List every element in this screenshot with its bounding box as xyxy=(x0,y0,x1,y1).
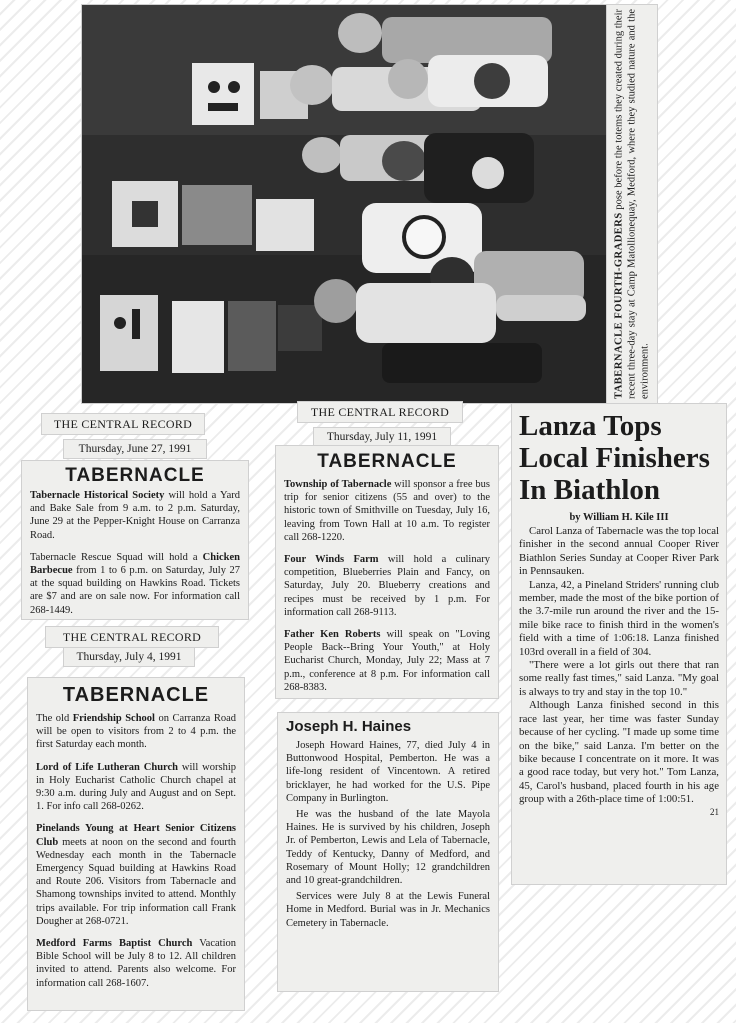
clipping-obituary xyxy=(278,713,498,991)
caption-lead: TABERNACLE FOURTH-GRADERS xyxy=(613,212,625,399)
clipping-lanza xyxy=(512,404,726,884)
lanza-paragraph: Carol Lanza of Tabernacle was the top local finisher in the second annual Cooper River Biathlon Series Sunday at Cooper River Park in Pennsauken. xyxy=(519,525,720,578)
item-pinelands-club: Pinelands Young at Heart Senior Citizens Club meets at noon on the second and fourth Wednesday each month in the Tabernacle Emergency Squad building at Hawkins Road and Route 206. Visitors from Tabernacle and Shamong townships invited to attend. Monthly trips available. For trip information call Frank Dougher at 268-0721. xyxy=(36,823,236,927)
clipping-july4 xyxy=(28,678,244,1010)
item-historical-society: Tabernacle Historical Society will hold a Yard and Bake Sale from 9 a.m. to 2 p.m. Saturday, June 29 at the Pepper-Knight House on Carranza Road. xyxy=(30,490,240,541)
date-label: Thursday, July 4, 1991 xyxy=(76,651,182,663)
item-medford-farms: Medford Farms Baptist Church Vacation Bible School will be July 8 to 12. All children invited to attend. Parents also welcome. For information call 268-1607. xyxy=(36,938,236,989)
section-title: TABERNACLE xyxy=(317,451,457,472)
lanza-headline: Lanza Tops Local Finishers In Biathlon xyxy=(519,410,710,506)
section-title: TABERNACLE xyxy=(65,465,205,486)
photo-image xyxy=(82,5,607,403)
obituary-paragraph: Services were July 8 at the Lewis Funeral Home in Medford. Burial was in Jr. Mechanics Cemetery in Tabernacle. xyxy=(286,891,490,929)
lanza-paragraph: Although Lanza finished second in this race last year, her time was faster Sunday because of her cycling. "I made up some time on the bike," said Lanza. I'm better on the bike because I concentrate on it more. It was a good race today, but very hot." Tom Lanza, 45, Carol's husband, placed fourth in his age group with a 26th-place time of 1:00:51. xyxy=(519,699,719,806)
item-four-winds: Four Winds Farm will hold a culinary competition, Blueberries Plain and Fancy, on Saturday, July 20. Blueberry creations and recipes must be received by 1 p.m. For information call 268-9113. xyxy=(284,554,490,618)
photo xyxy=(82,5,607,403)
obituary-title: Joseph H. Haines xyxy=(286,718,412,735)
item-lord-of-life: Lord of Life Lutheran Church will worship in Holy Eucharist Catholic Church chapel at 9:30 a.m. during July and August and on Sept. 1. For info call 268-0262. xyxy=(36,761,236,813)
photo-caption xyxy=(607,5,657,403)
masthead-label: THE CENTRAL RECORD xyxy=(62,630,202,644)
date-july11 xyxy=(314,428,450,446)
item-father-roberts: Father Ken Roberts will speak on "Loving People Back--Bring Your Youth," at Holy Eucharist Church, Monday, July 22; Mass at 7 p.m., conference at 8 p.m. For information call 268-8383. xyxy=(284,629,491,693)
caption-body: pose before the totems they created during their recent three-day stay at Camp Matollionequay, Medford, where they studied nature and the environment. xyxy=(613,9,651,399)
masthead-june27 xyxy=(42,414,204,434)
obituary-paragraph: He was the husband of the late Mayola Haines. He is survived by his children, Joseph Jr. of Pemberton, Lewis and Lela of Tabernacle, Teddy of Kentucky, Danny of Medford, and Rosemary of Mount Holly; 12 grandchildren and 10 great-grandchildren. xyxy=(286,809,490,887)
item-rescue-squad: Tabernacle Rescue Squad will hold a Chicken Barbecue from 1 to 6 p.m. on Saturday, July 27 at the squad building on Hawkins Road. Tickets are $7 and are on sale now. For information call 268-1449. xyxy=(30,551,240,616)
item-township: Township of Tabernacle will sponsor a free bus trip for senior citizens (55 and over) to the historic town of Smithville on Tuesday, July 16, leaving from Town Hall at 10 a.m. To register call 268-1220. xyxy=(284,479,490,543)
masthead-july4 xyxy=(46,627,218,647)
lanza-paragraph: "There were a lot girls out there that ran some really fast times," said Lanza. "My goal is always to try and stay in the top 10." xyxy=(519,659,719,698)
date-label: Thursday, June 27, 1991 xyxy=(78,443,192,455)
date-july4 xyxy=(64,648,194,666)
date-label: Thursday, July 11, 1991 xyxy=(326,431,438,443)
item-friendship-school: The old Friendship School on Carranza Road will be open to visitors from 2 to 4 p.m. the first Saturday each month. xyxy=(36,713,236,751)
page-mark: 21 xyxy=(710,806,719,817)
masthead-label: THE CENTRAL RECORD xyxy=(310,405,450,419)
obituary-paragraph: Joseph Howard Haines, 77, died July 4 in Buttonwood Hospital, Pemberton. He was a life-long resident of Vincentown. A retired bricklayer, he had worked for the U.S. Pipe Company in Burlington. xyxy=(286,740,490,804)
section-title: TABERNACLE xyxy=(62,684,210,706)
date-june27 xyxy=(64,440,206,458)
clipping-july11 xyxy=(276,446,498,698)
clipping-june27 xyxy=(22,461,248,619)
lanza-byline: by William H. Kile III xyxy=(569,512,669,523)
masthead-label: THE CENTRAL RECORD xyxy=(53,417,193,431)
lanza-paragraph: Lanza, 42, a Pineland Striders' running club member, made the most of the bike portion of the 3.7-mile run around the river and the 15-mile bike race to finish third in the women's field with a time of 1:06:18. Lanza finished 103rd overall in a field of 304. xyxy=(519,578,719,658)
masthead-july11 xyxy=(298,402,462,422)
